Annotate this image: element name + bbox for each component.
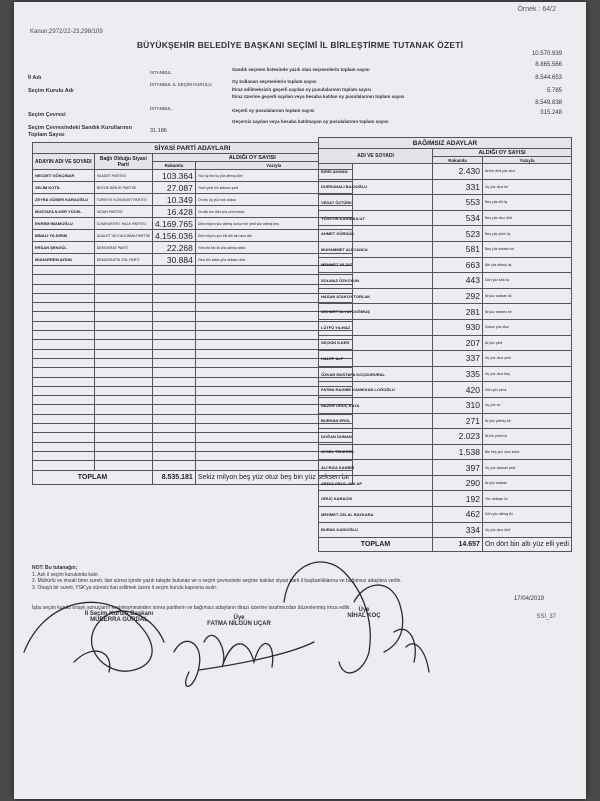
political-total-label: TOPLAM: [33, 470, 153, 484]
candidate-votes: 290: [432, 475, 482, 491]
candidate-party: TÜRKİYE KOMÜNİST PARTİSİ: [94, 194, 152, 206]
total-label-2: Oy kullanan seçmenlerin toplam sayısı: [232, 79, 317, 84]
candidate-name: DURSUNALİ BACIOĞLU: [319, 179, 433, 195]
candidate-votes-words: Üç yüz otuz beş: [482, 366, 571, 382]
candidate-votes-words: Yüz üç bin üç yüz altmış dört: [195, 170, 352, 182]
candidate-votes-words: Yirmi iki bin iki yüz altmış sekiz: [195, 242, 352, 254]
total-value-4: 5.785: [546, 88, 562, 94]
candidate-name: ERSAN ŞENGÜL: [33, 242, 95, 254]
political-col-digits: Rakamla: [153, 162, 196, 170]
candidate-votes: 10.349: [153, 194, 196, 206]
candidate-votes-words: Üç yüz doksan yedi: [482, 460, 571, 476]
candidate-votes: 310: [432, 397, 482, 413]
candidate-votes: 663: [432, 257, 482, 273]
candidate-name: ÖZKAN MUSTAFA KOÇDURURAL: [319, 366, 433, 382]
independent-col-words: Yazıyla: [482, 157, 571, 164]
candidate-votes: 420: [432, 382, 482, 398]
notes-heading: NOT: Bu tutanağın;: [32, 565, 78, 571]
independent-col-votes: ALDIĞI OY SAYISI: [432, 149, 571, 157]
candidate-name: ALİ RIZA KANBİR: [319, 460, 433, 476]
signature-name: FATMA NİLGÜN UÇAR: [207, 621, 271, 627]
candidate-votes-words: Otuz bin sekiz yüz seksen dört: [195, 254, 352, 266]
candidate-name: İDRİS AKMAN: [319, 164, 433, 180]
secim-cevresi-label: Seçim Çevresi: [28, 112, 66, 118]
candidate-votes-words: İki yüz doksan: [482, 475, 571, 491]
candidate-name: SELİM KOTİL: [33, 182, 95, 194]
total-label-1: Sandık seçmen listesinde yazılı olan seçmenlerin toplam sayısı: [232, 67, 370, 72]
candidate-votes: 16.428: [153, 206, 196, 218]
candidate-votes: 331: [432, 179, 482, 195]
candidate-name: BİNALİ YILDIRIM: [33, 230, 95, 242]
candidate-name: BURAK KADIOĞLU: [319, 522, 433, 538]
candidate-name: AYSEL TEKEREK: [319, 444, 433, 460]
sandik-kurulu-label: Seçim Çevresindeki Sandık Kurullarının Toplam Sayısı: [28, 125, 132, 138]
total-value-5: 8.549.838: [535, 100, 562, 106]
candidate-votes: 930: [432, 319, 482, 335]
independent-total-words: On dört bin altı yüz elli yedi: [482, 538, 571, 552]
signature-role: Üye: [233, 615, 245, 621]
candidate-name: HASAN ATAKOY TORLAK: [319, 288, 433, 304]
political-col-votes: ALDIĞI OY SAYISI: [153, 154, 353, 162]
candidate-name: HALEP ALP: [319, 351, 433, 367]
candidate-name: NAZER ORUÇ KAYA: [319, 397, 433, 413]
independent-total-label: TOPLAM: [319, 538, 433, 552]
candidate-votes: 271: [432, 413, 482, 429]
candidate-votes: 534: [432, 210, 482, 226]
candidate-name: MUSTAFA İLKER YÜCEL: [33, 206, 95, 218]
total-value-3: 8.544.653: [535, 75, 562, 81]
candidate-name: LÜTFÜ YILMAZ: [319, 319, 433, 335]
signature-name: MÜBERRA GÜRDAL: [90, 617, 148, 623]
candidate-votes-words: Dört yüz altmış iki: [482, 507, 571, 523]
kurul-adi-label: Seçim Kurulu Adı: [28, 88, 74, 94]
candidate-votes: 22.268: [153, 242, 196, 254]
candidate-party: DEMOKRATİK SOL PARTİ: [94, 254, 152, 266]
candidate-name: MUHAMMET ALİ CANCA: [319, 241, 433, 257]
candidate-name: YÜSEYİN KARABULUT: [319, 210, 433, 226]
candidate-votes-words: Dört milyon yüz altmış dokuz bin yedi yüz altmış beş: [195, 218, 352, 230]
sandik-kurulu-value: 31.186: [150, 128, 167, 134]
candidate-votes: 2.430: [432, 164, 482, 180]
candidate-name: AHMET GÖRDÜK: [319, 226, 433, 242]
candidate-party: BÜYÜK BİRLİK PARTİSİ: [94, 182, 152, 194]
candidate-votes-words: Üç yüz otuz yedi: [482, 351, 571, 367]
candidate-votes: 335: [432, 366, 482, 382]
candidate-name: SOLMAZ ÖZKOYUN: [319, 273, 433, 289]
candidate-votes: 4.156.036: [153, 230, 196, 242]
candidate-votes-words: Üç yüz otuz bir: [482, 179, 571, 195]
independent-col-name: ADI VE SOYADI: [319, 149, 433, 164]
candidate-votes-words: Altı yüz altmış üç: [482, 257, 571, 273]
handwritten-signatures: [14, 2, 586, 799]
candidate-votes: 553: [432, 195, 482, 211]
candidate-votes: 30.884: [153, 254, 196, 266]
total-label-5: Geçerli oy pusulalarının toplam sayısı: [232, 108, 315, 113]
candidate-votes-words: İki bin dört yüz otuz: [482, 164, 571, 180]
candidate-name: EKREM İMAMOĞLU: [33, 218, 95, 230]
political-col-words: Yazıyla: [195, 162, 352, 170]
candidate-name: MEHMET YILDIZ: [319, 257, 433, 273]
candidate-party: ADALET VE KALKINMA PARTİSİ: [94, 230, 152, 242]
candidate-name: ZEYRA GÜNER KARAOĞLU: [33, 194, 95, 206]
candidate-name: MEHMET ALİ AYDOĞMUŞ: [319, 304, 433, 320]
candidate-votes-words: Dört yüz yirmi: [482, 382, 571, 398]
candidate-name: BURHAN EROL: [319, 413, 433, 429]
candidate-name: DOĞAN DUMAN: [319, 429, 433, 445]
candidate-party: VATAN PARTİSİ: [94, 206, 152, 218]
candidate-votes: 337: [432, 351, 482, 367]
candidate-votes-words: İki bin yirmi üç: [482, 429, 571, 445]
candidate-votes-words: Yirmi yedi bin seksen yedi: [195, 182, 352, 194]
candidate-votes-words: Üç yüz otuz dört: [482, 522, 571, 538]
candidate-name: VEDAT ÖZTÜRK: [319, 195, 433, 211]
note-item: 2. Mühürlü ve imzalı birer sureti, ilan süresi içinde yazılı talepte bulunan ve o seçim çevresinde seçime katılan siyasi parti il başkanlıklarına ve bağımsız adaylara verilir.: [32, 578, 402, 584]
document-date: 17/04/2019: [513, 596, 544, 602]
candidate-votes: 2.023: [432, 429, 482, 445]
candidate-name: NECDET GÖKÇINAR: [33, 170, 95, 182]
candidate-votes-words: Dört milyon yüz elli altı bin otuz altı: [195, 230, 352, 242]
signature-role: İl Seçim Kurulu Başkanı: [84, 611, 154, 617]
total-value-1: 10.570.939: [531, 51, 562, 57]
candidate-name: ABDULGELİL GOLAP: [319, 475, 433, 491]
political-col-party: Bağlı Olduğu Siyasi Parti: [94, 154, 152, 170]
total-value-2: 8.865.566: [535, 62, 562, 68]
total-label-3: İtiraz edilmeksizin geçerli sayılan oy pusulalarının toplam sayısı: [232, 87, 372, 92]
form-id: Örnek : 64/2: [517, 6, 556, 13]
candidate-votes-words: Beş yüz elli üç: [482, 195, 571, 211]
candidate-votes: 207: [432, 335, 482, 351]
candidate-votes-words: İki yüz seksen bir: [482, 304, 571, 320]
candidate-votes-words: Beş yüz seksen bir: [482, 241, 571, 257]
candidate-votes-words: Beş yüz yirmi üç: [482, 226, 571, 242]
candidate-votes-words: Yüz doksan iki: [482, 491, 571, 507]
independent-col-digits: Rakamla: [432, 157, 482, 164]
candidate-votes: 103.364: [153, 170, 196, 182]
tutanak-paper: [14, 2, 586, 799]
candidate-votes: 581: [432, 241, 482, 257]
candidate-votes: 397: [432, 460, 482, 476]
political-total-votes: 8.535.181: [153, 470, 196, 484]
candidate-votes-words: İki yüz yedi: [482, 335, 571, 351]
note-item: 3. Onaylı bir sureti, YSK'ya süresiz ilan edilmek üzere il seçim kurulu kapısına asılır.: [32, 584, 218, 591]
candidate-party: CUMHURİYET HALK PARTİSİ: [94, 218, 152, 230]
candidate-name: ORUÇ KARACIK: [319, 491, 433, 507]
kurul-adi-value: İSTANBUL İL SEÇİM KURULU: [150, 82, 212, 87]
il-adi-value: İSTANBUL: [150, 70, 172, 75]
candidate-votes: 4.169.765: [153, 218, 196, 230]
candidate-votes: 281: [432, 304, 482, 320]
independent-total-votes: 14.657: [432, 538, 482, 552]
candidate-votes: 1.538: [432, 444, 482, 460]
signature-name: NİHAL KOÇ: [347, 613, 381, 619]
total-label-6: Geçersiz sayılan veya hesaba katılmayan oy pusulalarının toplam sayısı: [232, 119, 389, 124]
candidate-votes-words: İki yüz doksan iki: [482, 288, 571, 304]
candidate-name: FATMA RAGIBE KANIKKAN LOĞOĞLU: [319, 382, 433, 398]
candidate-votes-words: Beş yüz otuz dört: [482, 210, 571, 226]
candidate-votes: 334: [432, 522, 482, 538]
il-adi-label: İl Adı: [28, 75, 42, 81]
total-label-4: İtiraz üzerine geçerli sayılan veya hesaba katılan oy pusulalarının toplam sayısı: [232, 94, 405, 99]
secim-cevresi-value: İSTANBUL: [150, 106, 172, 111]
candidate-name: MEHMET CELAL BAYKARA: [319, 507, 433, 523]
candidate-votes-words: Dört yüz kırk üç: [482, 273, 571, 289]
candidate-votes-words: İki yüz yetmiş bir: [482, 413, 571, 429]
candidate-votes: 27.087: [153, 182, 196, 194]
candidate-party: DEMOKRAT PARTİ: [94, 242, 152, 254]
candidate-votes: 462: [432, 507, 482, 523]
candidate-votes: 292: [432, 288, 482, 304]
document-title: BÜYÜKŞEHİR BELEDİYE BAŞKANI SEÇİMİ İL BİRLEŞTİRME TUTANAK ÖZETİ: [136, 40, 464, 50]
candidate-name: MUHARREM AYDIN: [33, 254, 95, 266]
political-col-name: ADAYIN ADI VE SOYADI: [33, 154, 95, 170]
independent-heading: BAĞIMSIZ ADAYLAR: [319, 138, 572, 149]
notes-closing: İşbu seçim kurulu onaylı sonuçların kesinleşmesinden sonra partilerin ve bağımsız adayların itirazı üzerine tarafımızdan düzenlenmiş imza edilir.: [32, 605, 351, 611]
total-value-6: 315.248: [540, 110, 562, 116]
political-heading: SİYASİ PARTİ ADAYLARI: [33, 143, 353, 154]
candidate-name: SEÇKİN İLKER: [319, 335, 433, 351]
candidate-votes-words: On altı bin dört yüz yirmi sekiz: [195, 206, 352, 218]
political-total-words: Sekiz milyon beş yüz otuz beş bin yüz seksen bir: [195, 470, 352, 484]
candidate-votes: 192: [432, 491, 482, 507]
signature-role: Üye: [358, 607, 370, 613]
note-item: 1. Aslı il seçim kurulunda kalır.: [32, 571, 99, 578]
form-code: SSİ_37: [536, 614, 556, 620]
law-reference: Kanun;2972/22-23,298/109: [30, 29, 103, 35]
candidate-votes: 443: [432, 273, 482, 289]
candidate-votes-words: Dokuz yüz otuz: [482, 319, 571, 335]
candidate-party: SAADET PARTİSİ: [94, 170, 152, 182]
candidate-votes: 523: [432, 226, 482, 242]
candidate-votes-words: Bin beş yüz otuz sekiz: [482, 444, 571, 460]
candidate-votes-words: Üç yüz on: [482, 397, 571, 413]
candidate-votes-words: On bin üç yüz kırk dokuz: [195, 194, 352, 206]
